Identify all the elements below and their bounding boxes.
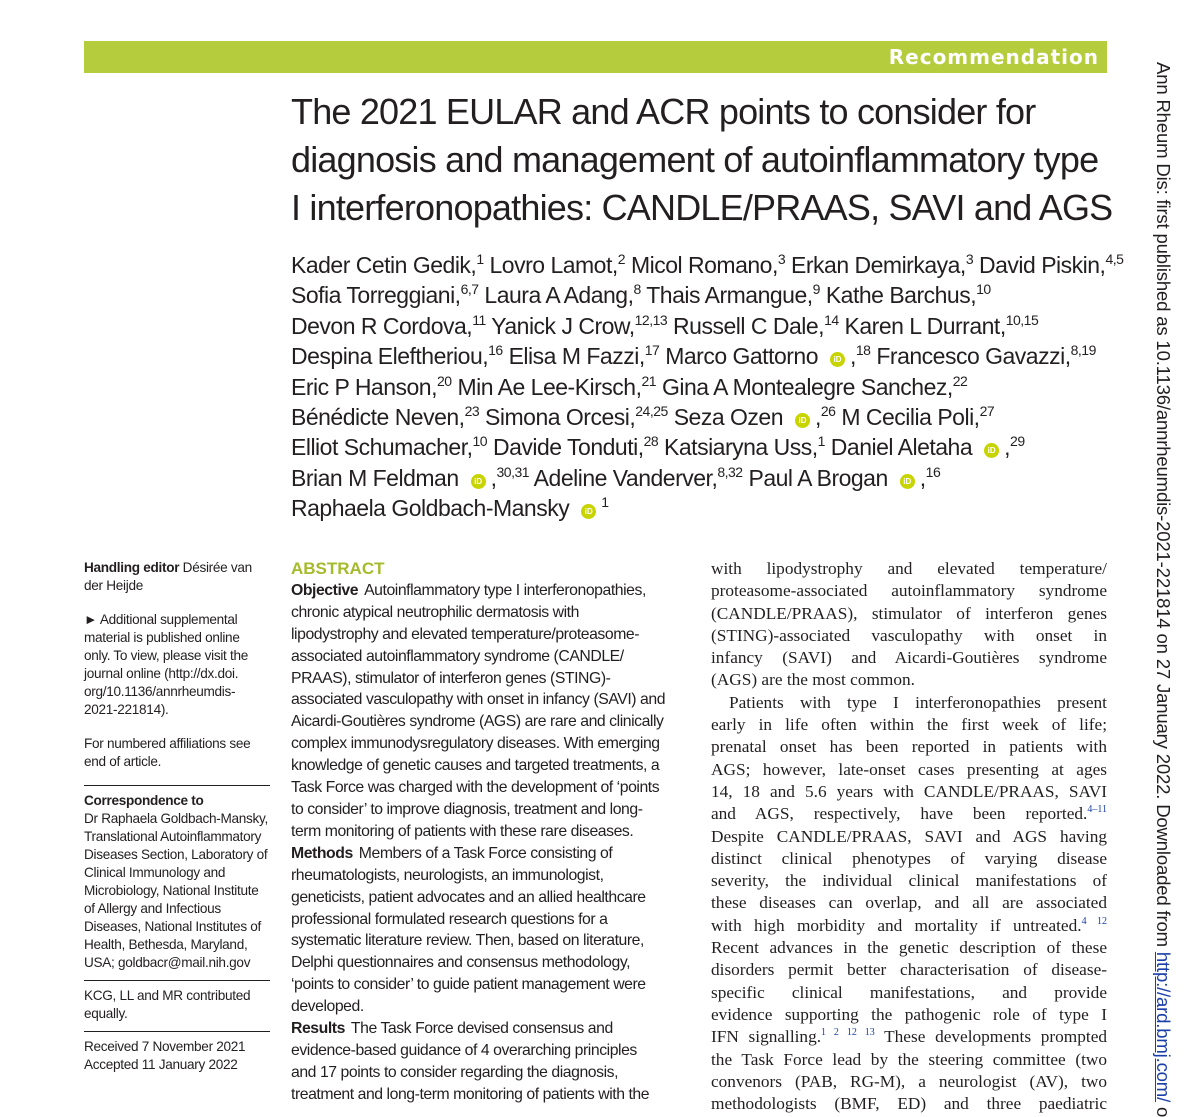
sidebar-line: ► Additional supplemental — [84, 612, 238, 627]
abstract-line: PRAAS), stimulator of interferon genes (STING)- — [291, 669, 611, 687]
body-line: methodologists (BMF, ED) and three paediatric — [711, 1094, 1107, 1114]
affiliation-ref: 16 — [488, 342, 503, 359]
author-name: Daniel Aletaha — [824, 434, 973, 461]
affiliation-ref: 8,19 — [1070, 342, 1096, 359]
affiliation-ref: 24,25 — [635, 403, 668, 420]
author-name: David Piskin, — [973, 252, 1106, 278]
abstract-line: rheumatologists, neurologists, an immunologist, — [291, 866, 604, 884]
author-line — [291, 463, 1111, 493]
affiliation-ref: 10 — [976, 281, 991, 298]
abstract-line: Delphi questionnaires and consensus methodology, — [291, 954, 631, 972]
affiliation-ref: 30,31 — [496, 463, 530, 480]
abstract-line: ‘points to consider’ to guide patient management were — [291, 976, 646, 994]
sidebar-line: Diseases, National Institutes of — [84, 919, 262, 934]
affiliation-ref: 1 — [817, 433, 825, 450]
body-line: Recent advances in the genetic description of these — [711, 938, 1107, 958]
watermark-text — [1152, 62, 1174, 1117]
author-name: Sofia Torreggiani, — [291, 282, 461, 309]
orcid-icon[interactable]: iD — [900, 474, 915, 489]
sidebar-line: Translational Autoinflammatory — [84, 829, 262, 844]
abstract-line: and 17 points to consider regarding the diagnosis, — [291, 1063, 619, 1081]
title-line: The 2021 EULAR and ACR points to consider for — [291, 91, 1036, 132]
abstract-line: Aicardi-Goutières syndrome (AGS) are rare and clinically — [291, 713, 664, 731]
author-name: Paul A Brogan — [742, 464, 888, 491]
author-name: Russell C Dale, — [667, 312, 825, 339]
author-name: Seza Ozen — [667, 404, 783, 431]
affiliation-ref: 4,5 — [1105, 251, 1124, 267]
supplemental-note — [84, 611, 270, 719]
author-name: Raphaela Goldbach-Mansky — [291, 495, 570, 522]
author-line — [291, 250, 1124, 280]
author-line — [291, 493, 1111, 523]
watermark-span: o — [1153, 1102, 1174, 1117]
affiliation-ref: 16 — [925, 463, 941, 480]
separator: , — [850, 343, 856, 370]
body-text-span: with high morbidity and mortality if untreated. — [711, 915, 1082, 935]
handling-editor-label: Handling editor — [84, 560, 180, 575]
sidebar-line: end of article. — [84, 754, 162, 769]
body-text-span: IFN signalling. — [711, 1027, 822, 1047]
body-line: specific clinical manifestations, and provide — [711, 982, 1107, 1002]
sidebar-line: Dr Raphaela Goldbach-Mansky, — [84, 811, 269, 826]
sidebar-line: Diseases Section, Laboratory of — [84, 847, 268, 862]
body-line — [711, 1026, 1107, 1048]
author-name: Gina A Montealegre Sanchez, — [656, 373, 953, 400]
handling-editor — [84, 559, 270, 595]
abstract-line: developed. — [291, 998, 364, 1016]
affiliation-ref: 17 — [644, 342, 660, 359]
body-line: convenors (PAB, RG-M), a neurologist (AV), two — [711, 1071, 1107, 1091]
affiliation-ref: 1 — [476, 251, 484, 267]
abstract-text: Autoinflammatory type I interferonopathies, — [364, 581, 646, 599]
author-name: Laura A Adang, — [478, 282, 634, 309]
separator: , — [1004, 434, 1011, 461]
author-name: Yanick J Crow, — [485, 312, 635, 339]
abstract-line: chronic atypical neutrophilic dermatosis with — [291, 603, 579, 621]
reference-link[interactable]: 4–11 — [1087, 804, 1107, 816]
sidebar-line — [84, 559, 270, 577]
author-name: Francesco Gavazzi, — [870, 343, 1071, 370]
title-line: I interferonopathies: CANDLE/PRAAS, SAVI and AGS — [291, 187, 1113, 228]
sidebar-line: only. To view, please visit the — [84, 648, 248, 663]
affiliation-ref: 6,7 — [460, 281, 479, 298]
affiliation-ref: 21 — [641, 372, 657, 389]
article-title — [291, 88, 1121, 232]
author-name: Kathe Barchus, — [819, 282, 977, 309]
body-line: the Task Force lead by the steering committee (two — [711, 1049, 1107, 1069]
article-dates — [84, 1038, 270, 1074]
body-text-span: These developments prompted — [874, 1027, 1108, 1047]
abstract-line: professional formulated research questions for a — [291, 910, 608, 928]
affiliation-ref: 1 — [601, 494, 609, 511]
methods-label: Methods — [291, 844, 353, 862]
author-list — [291, 250, 1124, 524]
author-name: M Cecilia Poli, — [835, 404, 980, 431]
abstract-line: knowledge of genetic causes and targeted treatments, a — [291, 757, 660, 775]
author-name: Lovro Lamot, — [483, 252, 618, 278]
orcid-icon[interactable]: iD — [581, 504, 596, 519]
sidebar-line: Microbiology, National Institute — [84, 883, 259, 898]
sidebar-line: For numbered affiliations see — [84, 736, 251, 751]
abstract-line: systematic literature review. Then, based on literature, — [291, 932, 644, 950]
abstract-line — [291, 1018, 691, 1040]
affiliation-ref: 18 — [855, 342, 871, 359]
sidebar-line: of Allergy and Infectious — [84, 901, 221, 916]
affiliation-ref: 23 — [464, 403, 480, 420]
abstract — [291, 558, 691, 1106]
body-line: 14, 18 and 5.6 years with CANDLE/PRAAS, SAVI — [711, 781, 1107, 801]
body-line: Patients with type I interferonopathies present — [729, 692, 1107, 712]
sidebar-line: Health, Bethesda, Maryland, — [84, 937, 248, 952]
abstract-line: geneticists, patient advocates and an allied healthcare — [291, 888, 646, 906]
author-name: Adeline Vanderver, — [529, 464, 718, 491]
body-line: early in life often within the first week of life; — [711, 715, 1107, 735]
journal-link[interactable]: http://ard.bmj.com/ — [1153, 951, 1174, 1103]
sidebar-line — [84, 792, 270, 810]
body-line: severity, the individual clinical manifestations of — [711, 871, 1107, 891]
author-line — [291, 341, 1111, 371]
affiliation-ref: 27 — [979, 403, 995, 420]
abstract-line — [291, 843, 691, 865]
author-name: Davide Tonduti, — [487, 434, 644, 461]
contribution-note — [84, 987, 270, 1023]
author-name: Thais Armangue, — [640, 282, 813, 309]
sidebar-text: Désirée van — [182, 560, 252, 575]
author-name: Despina Eleftheriou, — [291, 343, 489, 370]
abstract-line — [291, 580, 691, 602]
sidebar-line: KCG, LL and MR contributed — [84, 988, 251, 1003]
article-type-banner — [84, 41, 1107, 73]
body-line: Despite CANDLE/PRAAS, SAVI and AGS having — [711, 826, 1107, 846]
affiliation-ref: 22 — [952, 372, 968, 389]
author-line — [291, 402, 1111, 432]
reference-link[interactable]: 4 12 — [1081, 915, 1107, 927]
abstract-line: to consider’ to improve diagnosis, treatment and long- — [291, 800, 643, 818]
abstract-line: complex immunodysregulatory diseases. With emerging — [291, 735, 660, 753]
body-line: disorders permit better characterisation of disease- — [711, 960, 1107, 980]
sidebar-line: material is published online — [84, 630, 240, 645]
author-name: Elisa M Fazzi, — [502, 343, 645, 370]
sidebar-line: equally. — [84, 1006, 128, 1021]
author-line — [291, 280, 1111, 310]
affiliation-ref: 10 — [472, 433, 488, 450]
orcid-icon[interactable]: iD — [830, 352, 845, 367]
author-name: Marco Gattorno — [659, 343, 818, 370]
body-text — [711, 558, 1107, 1115]
author-name: Min Ae Lee-Kirsch, — [451, 373, 642, 400]
sidebar-line: Received 7 November 2021 — [84, 1039, 246, 1054]
affiliation-ref: 11 — [472, 311, 486, 328]
body-text-span: and AGS, respectively, have been reported. — [711, 804, 1088, 824]
download-watermark — [1150, 62, 1180, 1117]
objective-label: Objective — [291, 581, 359, 599]
abstract-line: associated vasculopathy with onset in infancy (SAVI) and — [291, 691, 666, 709]
correspondence — [84, 792, 270, 972]
reference-link[interactable]: 1 2 12 13 — [821, 1027, 875, 1039]
body-line: prenatal onset has been reported in patients with — [711, 737, 1107, 757]
affiliation-ref: 12,13 — [634, 311, 668, 328]
body-line — [711, 803, 1107, 825]
affiliation-ref: 28 — [643, 433, 659, 450]
body-line: distinct clinical phenotypes of varying disease — [711, 848, 1107, 868]
affiliation-ref: 8 — [633, 281, 641, 298]
body-line: (STING)-associated vasculopathy with onset in — [711, 625, 1107, 645]
sidebar-divider — [84, 1031, 270, 1032]
supplement-link[interactable]: org/10.1136/annrheumdis- — [84, 684, 236, 699]
sidebar-line: Clinical Immunology and — [84, 865, 226, 880]
abstract-heading: ABSTRACT — [291, 559, 385, 578]
orcid-icon[interactable]: iD — [795, 413, 810, 428]
author-name: Bénédicte Neven, — [291, 404, 465, 431]
author-name: Elliot Schumacher, — [291, 434, 473, 461]
body-line: infancy (SAVI) and Aicardi-Goutières syndrome — [711, 648, 1107, 668]
body-line: proteasome-associated autoinflammatory syndrome — [711, 581, 1107, 601]
sidebar-line: Accepted 11 January 2022 — [84, 1057, 238, 1072]
abstract-text: The Task Force devised consensus and — [350, 1020, 613, 1038]
body-line: AGS; however, late-onset cases presenting at ages — [711, 759, 1107, 779]
author-name: Micol Romano, — [625, 252, 778, 278]
correspondence-email[interactable]: USA; goldbacr@mail.nih.gov — [84, 955, 251, 970]
abstract-line: treatment and long-term monitoring of patients with the — [291, 1085, 650, 1103]
article-type-label: Recommendation — [888, 45, 1099, 69]
body-line — [711, 915, 1107, 937]
author-name: Karen L Durrant, — [838, 312, 1006, 339]
correspondence-label: Correspondence to — [84, 793, 204, 808]
sidebar-divider — [84, 785, 270, 786]
title-line: diagnosis and management of autoinflammatory type — [291, 139, 1099, 180]
abstract-line: term monitoring of patients with these rare diseases. — [291, 822, 634, 840]
author-name: Simona Orcesi, — [479, 404, 636, 431]
author-line — [291, 311, 1111, 341]
article-sidebar — [84, 559, 270, 1074]
author-name: Kader Cetin Gedik, — [291, 252, 477, 278]
orcid-icon[interactable]: iD — [984, 443, 999, 458]
author-name: Katsiaryna Uss, — [658, 434, 818, 461]
separator: , — [919, 464, 926, 491]
sidebar-line: der Heijde — [84, 578, 143, 593]
sidebar-divider — [84, 980, 270, 981]
affiliation-ref: 29 — [1010, 433, 1025, 450]
results-label: Results — [291, 1020, 345, 1038]
abstract-line: evidence-based guidance of 4 overarching principles — [291, 1041, 637, 1059]
abstract-line: associated autoinflammatory syndrome (CANDLE/ — [291, 647, 624, 665]
body-line: evidence supporting the pathogenic role of type I — [711, 1004, 1107, 1024]
supplement-link[interactable]: journal online (http://dx.doi. — [84, 666, 239, 681]
author-name: Devon R Cordova, — [291, 312, 473, 339]
abstract-line: lipodystrophy and elevated temperature/proteasome- — [291, 625, 640, 643]
author-name: Brian M Feldman — [291, 464, 459, 491]
author-name: Erkan Demirkaya, — [785, 252, 966, 278]
affiliation-ref: 26 — [820, 403, 836, 420]
affiliation-ref: 10,15 — [1005, 311, 1039, 328]
affiliation-ref: 20 — [436, 372, 452, 389]
abstract-line: Task Force was charged with the development of ‘points — [291, 779, 660, 797]
affiliation-ref: 8,32 — [717, 463, 743, 480]
body-line: (CANDLE/PRAAS), stimulator of interferon genes — [711, 603, 1107, 623]
body-line: (AGS) are the most common. — [711, 670, 915, 690]
body-line: with lipodystrophy and elevated temperature/ — [711, 559, 1107, 578]
separator: , — [815, 404, 821, 431]
author-line — [291, 372, 1111, 402]
affiliation-ref: 9 — [812, 281, 820, 298]
orcid-icon[interactable]: iD — [471, 474, 486, 489]
author-line — [291, 432, 1111, 462]
affiliations-note — [84, 735, 270, 771]
affiliation-ref: 14 — [824, 311, 839, 328]
separator: , — [490, 464, 497, 491]
affiliation-ref: 3 — [965, 251, 974, 267]
supplement-link[interactable]: 2021-221814). — [84, 702, 169, 717]
affiliation-ref: 3 — [777, 251, 786, 267]
abstract-text: Members of a Task Force consisting of — [358, 844, 613, 862]
affiliation-ref: 2 — [617, 251, 626, 267]
author-name: Eric P Hanson, — [291, 373, 437, 400]
watermark-span: Ann Rheum Dis: first published as 10.1136/annrheumdis-2021-221814 on 27 January 2022. Downloaded from — [1153, 62, 1174, 952]
body-line: these diseases can overlap, and all are associated — [711, 893, 1107, 913]
